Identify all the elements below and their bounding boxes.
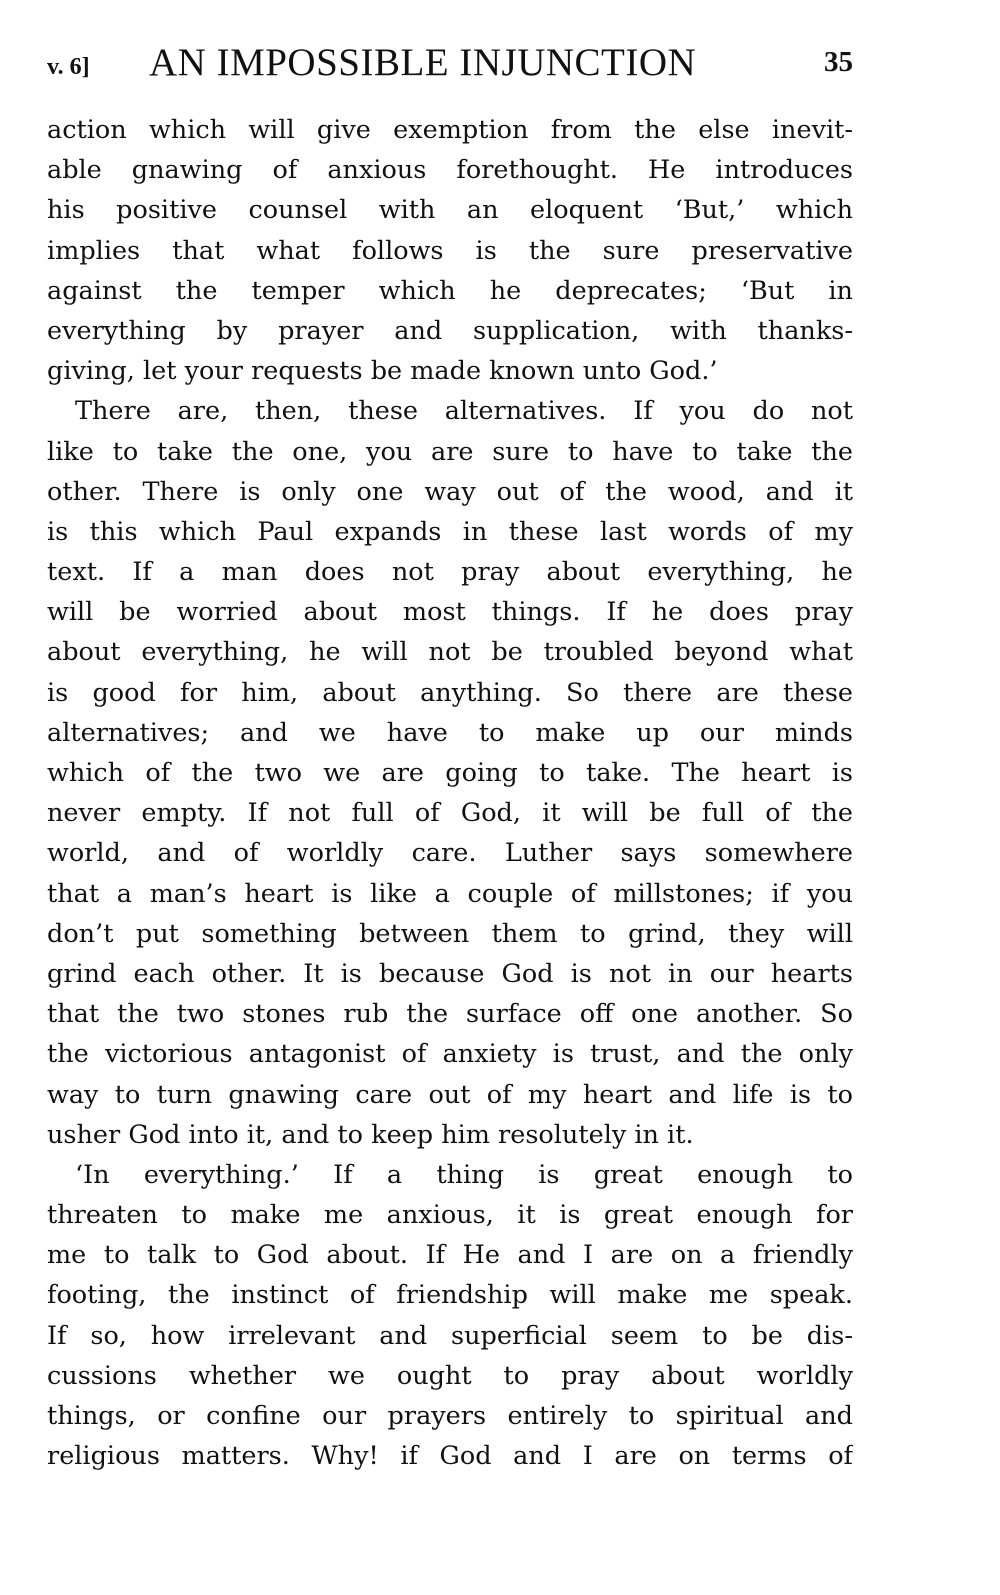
text-line: his positive counsel with an eloquent ‘But,’ which [47,195,853,226]
text-line: against the temper which he deprecates; ‘But in [47,275,853,306]
text-line: which of the two we are going to take. The heart is [47,758,853,788]
running-head [47,40,853,86]
page-number: 35 [824,46,853,78]
text-line: text. If a man does not pray about everything, he [47,557,853,588]
text-line: way to turn gnawing care out of my heart and life is to [47,1079,853,1110]
text-line: that the two stones rub the surface off one another. So [47,999,853,1030]
text-line: able gnawing of anxious forethought. He introduces [47,155,853,186]
text-line: usher God into it, and to keep him resolutely in it. [47,1119,694,1150]
text-line: the victorious antagonist of anxiety is trust, and the only [47,1039,853,1070]
text-line: don’t put something between them to grind, they will [47,918,853,949]
text-line: grind each other. It is because God is not in our hearts [47,958,853,989]
text-line: that a man’s heart is like a couple of millstones; if you [47,878,853,909]
text-line: world, and of worldly care. Luther says somewhere [47,838,853,869]
text-line: cussions whether we ought to pray about worldly [47,1360,853,1391]
chapter-reference: v. 6] [47,54,90,80]
text-line: other. There is only one way out of the wood, and it [47,476,853,507]
text-line: everything by prayer and supplication, with thanks- [47,315,853,346]
text-line: There are, then, these alternatives. If you do not [75,396,853,427]
text-line: giving, let your requests be made known unto God.’ [47,356,718,387]
text-line: is this which Paul expands in these last words of my [47,516,853,547]
running-title: AN IMPOSSIBLE INJUNCTION [149,41,697,84]
text-line: is good for him, about anything. So there are these [47,677,853,708]
text-line: If so, how irrelevant and superficial seem to be dis- [47,1320,853,1351]
text-line: implies that what follows is the sure preservative [47,235,853,266]
text-line: will be worried about most things. If he does pray [47,597,853,628]
text-line: like to take the one, you are sure to have to take the [47,436,853,467]
text-line: footing, the instinct of friendship will make me speak. [47,1280,853,1311]
text-line: alternatives; and we have to make up our minds [47,717,853,748]
text-line: threaten to make me anxious, it is great enough for [47,1200,853,1231]
text-line: about everything, he will not be troubled beyond what [47,637,853,668]
text-line: never empty. If not full of God, it will be full of the [47,798,853,829]
text-line: action which will give exemption from the else inevit- [47,115,853,145]
book-page [47,40,853,1476]
text-line: ‘In everything.’ If a thing is great enough to [75,1159,853,1190]
text-line: things, or confine our prayers entirely to spiritual and [47,1401,853,1431]
text-line: religious matters. Why! if God and I are on terms of [47,1441,853,1472]
text-line: me to talk to God about. If He and I are on a friendly [47,1240,853,1271]
body-text [47,110,853,1476]
